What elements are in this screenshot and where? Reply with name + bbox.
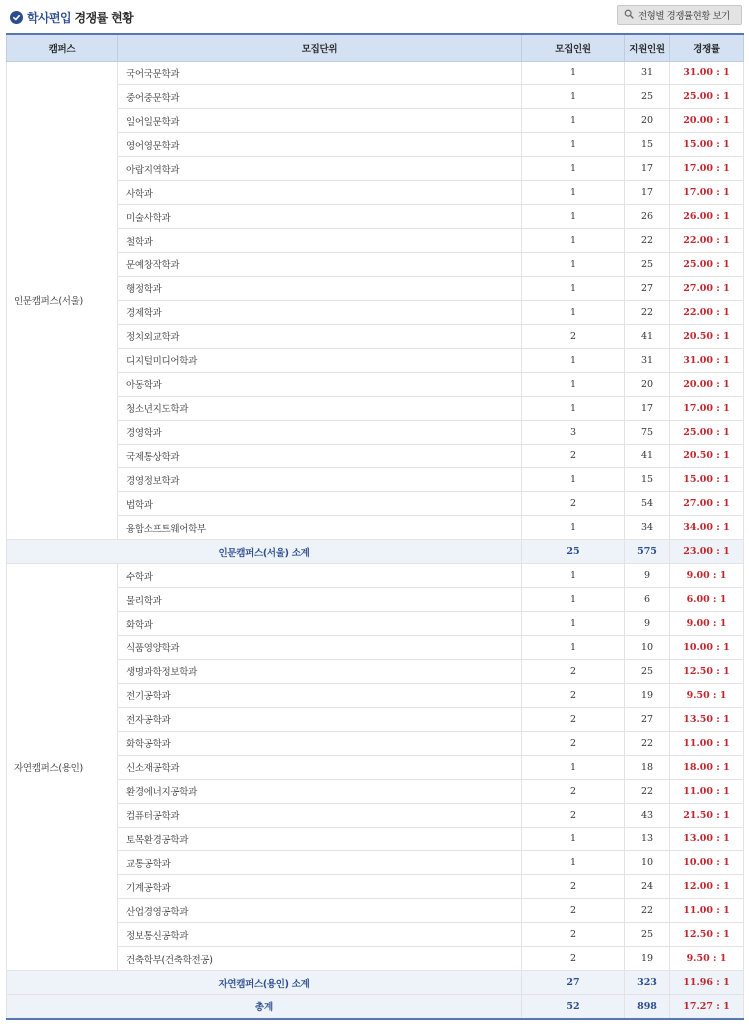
department-cell: 문예창작학과 xyxy=(118,253,522,277)
applicants-cell: 25 xyxy=(625,253,670,277)
table-row xyxy=(7,157,744,181)
subtotal-label: 자연캠퍼스(용인) 소계 xyxy=(7,971,522,995)
department-cell: 사학과 xyxy=(118,181,522,205)
quota-cell: 1 xyxy=(522,612,625,636)
department-cell: 국제통상학과 xyxy=(118,444,522,468)
table-row xyxy=(7,803,744,827)
table-row xyxy=(7,516,744,540)
ratio-cell: 20.00 : 1 xyxy=(670,372,744,396)
quota-cell: 2 xyxy=(522,444,625,468)
quota-cell: 2 xyxy=(522,324,625,348)
table-row xyxy=(7,636,744,660)
col-ratio: 경쟁률 xyxy=(670,34,744,61)
department-cell: 환경에너지공학과 xyxy=(118,779,522,803)
applicants-cell: 54 xyxy=(625,492,670,516)
applicants-cell: 31 xyxy=(625,348,670,372)
quota-cell: 1 xyxy=(522,61,625,85)
quota-cell: 2 xyxy=(522,923,625,947)
applicants-cell: 24 xyxy=(625,875,670,899)
ratio-cell: 25.00 : 1 xyxy=(670,420,744,444)
section-title xyxy=(10,9,133,26)
table-row xyxy=(7,851,744,875)
department-cell: 국어국문학과 xyxy=(118,61,522,85)
quota-cell: 1 xyxy=(522,468,625,492)
campus-cell: 자연캠퍼스(용인) xyxy=(7,564,118,971)
quota-cell: 1 xyxy=(522,516,625,540)
quota-cell: 2 xyxy=(522,707,625,731)
department-cell: 행정학과 xyxy=(118,276,522,300)
table-row xyxy=(7,755,744,779)
department-cell: 신소재공학과 xyxy=(118,755,522,779)
applicants-cell: 75 xyxy=(625,420,670,444)
ratio-cell: 11.00 : 1 xyxy=(670,731,744,755)
quota-cell: 1 xyxy=(522,85,625,109)
applicants-cell: 22 xyxy=(625,731,670,755)
applicants-cell: 13 xyxy=(625,827,670,851)
table-row xyxy=(7,564,744,588)
applicants-cell: 9 xyxy=(625,564,670,588)
applicants-cell: 31 xyxy=(625,61,670,85)
table-row xyxy=(7,875,744,899)
table-row xyxy=(7,229,744,253)
quota-cell: 1 xyxy=(522,229,625,253)
applicants-cell: 19 xyxy=(625,947,670,971)
table-row xyxy=(7,205,744,229)
applicants-cell: 41 xyxy=(625,324,670,348)
applicants-cell: 22 xyxy=(625,779,670,803)
table-row xyxy=(7,253,744,277)
applicants-cell: 10 xyxy=(625,636,670,660)
ratio-cell: 9.00 : 1 xyxy=(670,612,744,636)
table-row xyxy=(7,372,744,396)
ratio-cell: 31.00 : 1 xyxy=(670,348,744,372)
ratio-cell: 31.00 : 1 xyxy=(670,61,744,85)
quota-cell: 1 xyxy=(522,276,625,300)
title-rest: 경쟁률 현황 xyxy=(70,11,134,25)
quota-cell: 1 xyxy=(522,636,625,660)
department-cell: 영어영문학과 xyxy=(118,133,522,157)
table-row xyxy=(7,612,744,636)
ratio-cell: 22.00 : 1 xyxy=(670,300,744,324)
quota-cell: 2 xyxy=(522,683,625,707)
department-cell: 중어중문학과 xyxy=(118,85,522,109)
total-quota: 52 xyxy=(522,995,625,1019)
department-cell: 식품영양학과 xyxy=(118,636,522,660)
department-cell: 교통공학과 xyxy=(118,851,522,875)
applicants-cell: 20 xyxy=(625,372,670,396)
applicants-cell: 26 xyxy=(625,205,670,229)
ratio-cell: 11.00 : 1 xyxy=(670,899,744,923)
department-cell: 미술사학과 xyxy=(118,205,522,229)
subtotal-label: 인문캠퍼스(서울) 소계 xyxy=(7,540,522,564)
ratio-cell: 17.00 : 1 xyxy=(670,157,744,181)
table-row xyxy=(7,420,744,444)
quota-cell: 1 xyxy=(522,588,625,612)
ratio-cell: 18.00 : 1 xyxy=(670,755,744,779)
view-by-type-button[interactable] xyxy=(617,5,742,25)
applicants-cell: 22 xyxy=(625,300,670,324)
subtotal-quota: 27 xyxy=(522,971,625,995)
total-ratio: 17.27 : 1 xyxy=(670,995,744,1019)
table-row xyxy=(7,468,744,492)
department-cell: 경영학과 xyxy=(118,420,522,444)
ratio-cell: 9.00 : 1 xyxy=(670,564,744,588)
department-cell: 건축학부(건축학전공) xyxy=(118,947,522,971)
quota-cell: 2 xyxy=(522,659,625,683)
table-row xyxy=(7,707,744,731)
ratio-cell: 20.50 : 1 xyxy=(670,444,744,468)
applicants-cell: 34 xyxy=(625,516,670,540)
col-campus: 캠퍼스 xyxy=(7,34,118,61)
table-row xyxy=(7,109,744,133)
ratio-cell: 9.50 : 1 xyxy=(670,947,744,971)
view-button-label: 전형별 경쟁률현황 보기 xyxy=(638,11,730,22)
subtotal-row xyxy=(7,540,744,564)
applicants-cell: 43 xyxy=(625,803,670,827)
ratio-cell: 9.50 : 1 xyxy=(670,683,744,707)
department-cell: 산업경영공학과 xyxy=(118,899,522,923)
quota-cell: 1 xyxy=(522,348,625,372)
department-cell: 아동학과 xyxy=(118,372,522,396)
ratio-cell: 12.00 : 1 xyxy=(670,875,744,899)
subtotal-applicants: 323 xyxy=(625,971,670,995)
title-accent: 학사편입 xyxy=(27,11,71,25)
department-cell: 전기공학과 xyxy=(118,683,522,707)
quota-cell: 1 xyxy=(522,253,625,277)
table-row xyxy=(7,827,744,851)
ratio-cell: 21.50 : 1 xyxy=(670,803,744,827)
quota-cell: 1 xyxy=(522,564,625,588)
table-row xyxy=(7,181,744,205)
department-cell: 컴퓨터공학과 xyxy=(118,803,522,827)
applicants-cell: 25 xyxy=(625,659,670,683)
table-row xyxy=(7,683,744,707)
subtotal-applicants: 575 xyxy=(625,540,670,564)
table-row xyxy=(7,324,744,348)
ratio-cell: 27.00 : 1 xyxy=(670,492,744,516)
ratio-cell: 26.00 : 1 xyxy=(670,205,744,229)
total-row xyxy=(7,995,744,1019)
ratio-cell: 34.00 : 1 xyxy=(670,516,744,540)
department-cell: 청소년지도학과 xyxy=(118,396,522,420)
department-cell: 기계공학과 xyxy=(118,875,522,899)
campus-cell: 인문캠퍼스(서울) xyxy=(7,61,118,540)
col-quota: 모집인원 xyxy=(522,34,625,61)
department-cell: 디지털미디어학과 xyxy=(118,348,522,372)
department-cell: 화학공학과 xyxy=(118,731,522,755)
table-body xyxy=(7,61,744,1019)
department-cell: 철학과 xyxy=(118,229,522,253)
table-header-row xyxy=(7,34,744,61)
applicants-cell: 27 xyxy=(625,276,670,300)
quota-cell: 1 xyxy=(522,181,625,205)
applicants-cell: 22 xyxy=(625,899,670,923)
quota-cell: 1 xyxy=(522,396,625,420)
table-row xyxy=(7,779,744,803)
table-row xyxy=(7,444,744,468)
ratio-cell: 10.00 : 1 xyxy=(670,851,744,875)
col-department: 모집단위 xyxy=(118,34,522,61)
department-cell: 화학과 xyxy=(118,612,522,636)
quota-cell: 2 xyxy=(522,731,625,755)
quota-cell: 1 xyxy=(522,851,625,875)
applicants-cell: 19 xyxy=(625,683,670,707)
col-applicants: 지원인원 xyxy=(625,34,670,61)
quota-cell: 2 xyxy=(522,875,625,899)
ratio-cell: 17.00 : 1 xyxy=(670,181,744,205)
applicants-cell: 22 xyxy=(625,229,670,253)
quota-cell: 3 xyxy=(522,420,625,444)
quota-cell: 2 xyxy=(522,803,625,827)
table-row xyxy=(7,588,744,612)
quota-cell: 1 xyxy=(522,372,625,396)
applicants-cell: 15 xyxy=(625,468,670,492)
page-header xyxy=(0,0,749,34)
department-cell: 융합소프트웨어학부 xyxy=(118,516,522,540)
ratio-cell: 17.00 : 1 xyxy=(670,396,744,420)
quota-cell: 1 xyxy=(522,827,625,851)
table-row xyxy=(7,300,744,324)
check-circle-icon xyxy=(10,11,23,24)
subtotal-quota: 25 xyxy=(522,540,625,564)
ratio-cell: 11.00 : 1 xyxy=(670,779,744,803)
applicants-cell: 15 xyxy=(625,133,670,157)
applicants-cell: 9 xyxy=(625,612,670,636)
department-cell: 수학과 xyxy=(118,564,522,588)
applicants-cell: 17 xyxy=(625,157,670,181)
ratio-cell: 22.00 : 1 xyxy=(670,229,744,253)
table-row xyxy=(7,492,744,516)
department-cell: 경제학과 xyxy=(118,300,522,324)
subtotal-row xyxy=(7,971,744,995)
department-cell: 정치외교학과 xyxy=(118,324,522,348)
department-cell: 정보통신공학과 xyxy=(118,923,522,947)
quota-cell: 1 xyxy=(522,109,625,133)
total-applicants: 898 xyxy=(625,995,670,1019)
quota-cell: 1 xyxy=(522,133,625,157)
department-cell: 일어일문학과 xyxy=(118,109,522,133)
department-cell: 물리학과 xyxy=(118,588,522,612)
quota-cell: 1 xyxy=(522,300,625,324)
table-row xyxy=(7,731,744,755)
ratio-cell: 27.00 : 1 xyxy=(670,276,744,300)
department-cell: 아랍지역학과 xyxy=(118,157,522,181)
ratio-cell: 12.50 : 1 xyxy=(670,923,744,947)
table-row xyxy=(7,61,744,85)
ratio-cell: 20.00 : 1 xyxy=(670,109,744,133)
quota-cell: 1 xyxy=(522,157,625,181)
ratio-cell: 20.50 : 1 xyxy=(670,324,744,348)
ratio-cell: 15.00 : 1 xyxy=(670,133,744,157)
applicants-cell: 41 xyxy=(625,444,670,468)
table-row xyxy=(7,923,744,947)
table-row xyxy=(7,348,744,372)
ratio-cell: 10.00 : 1 xyxy=(670,636,744,660)
department-cell: 토목환경공학과 xyxy=(118,827,522,851)
table-row xyxy=(7,133,744,157)
applicants-cell: 17 xyxy=(625,396,670,420)
ratio-cell: 25.00 : 1 xyxy=(670,253,744,277)
applicants-cell: 25 xyxy=(625,85,670,109)
table-row xyxy=(7,659,744,683)
ratio-cell: 25.00 : 1 xyxy=(670,85,744,109)
competition-table xyxy=(6,33,744,1020)
total-label: 총계 xyxy=(7,995,522,1019)
applicants-cell: 20 xyxy=(625,109,670,133)
department-cell: 법학과 xyxy=(118,492,522,516)
applicants-cell: 6 xyxy=(625,588,670,612)
applicants-cell: 27 xyxy=(625,707,670,731)
subtotal-ratio: 11.96 : 1 xyxy=(670,971,744,995)
ratio-cell: 13.00 : 1 xyxy=(670,827,744,851)
table-row xyxy=(7,947,744,971)
subtotal-ratio: 23.00 : 1 xyxy=(670,540,744,564)
applicants-cell: 10 xyxy=(625,851,670,875)
department-cell: 경영정보학과 xyxy=(118,468,522,492)
department-cell: 생명과학정보학과 xyxy=(118,659,522,683)
applicants-cell: 25 xyxy=(625,923,670,947)
quota-cell: 2 xyxy=(522,947,625,971)
quota-cell: 2 xyxy=(522,492,625,516)
ratio-cell: 6.00 : 1 xyxy=(670,588,744,612)
ratio-cell: 15.00 : 1 xyxy=(670,468,744,492)
ratio-cell: 13.50 : 1 xyxy=(670,707,744,731)
table-row xyxy=(7,396,744,420)
quota-cell: 1 xyxy=(522,755,625,779)
ratio-cell: 12.50 : 1 xyxy=(670,659,744,683)
applicants-cell: 17 xyxy=(625,181,670,205)
search-icon xyxy=(624,9,634,22)
table-row xyxy=(7,899,744,923)
applicants-cell: 18 xyxy=(625,755,670,779)
department-cell: 전자공학과 xyxy=(118,707,522,731)
table-row xyxy=(7,85,744,109)
table-row xyxy=(7,276,744,300)
quota-cell: 1 xyxy=(522,205,625,229)
quota-cell: 2 xyxy=(522,779,625,803)
quota-cell: 2 xyxy=(522,899,625,923)
